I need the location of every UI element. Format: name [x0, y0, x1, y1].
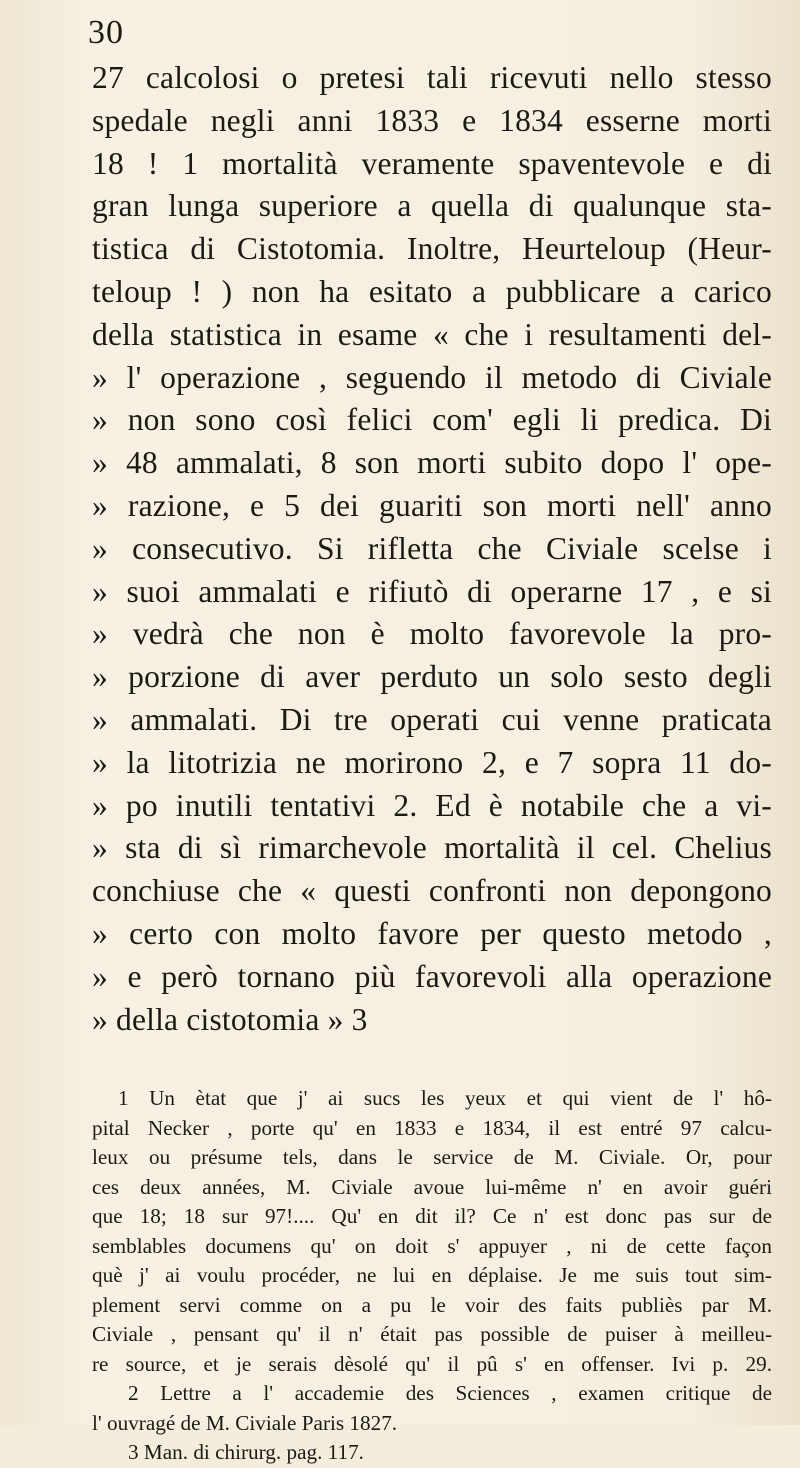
footnote-line: què j' ai voulu procéder, ne lui en déplaise. Je me suis tout sim-	[92, 1263, 772, 1287]
body-line: 18 ! 1 mortalità veramente spaventevole e di	[92, 145, 772, 181]
body-line: » della cistotomia » 3	[92, 1001, 368, 1037]
body-line: » ammalati. Di tre operati cui venne praticata	[92, 701, 772, 737]
footnote-line: 1 Un ètat que j' ai sucs les yeux et qui vient de l' hô-	[118, 1086, 772, 1110]
footnote-line: leux ou présume tels, dans le service de M. Civiale. Or, pour	[92, 1145, 772, 1169]
footnote-line: semblables documens qu' on doit s' appuyer , ni de cette façon	[92, 1233, 772, 1258]
body-line: » razione, e 5 dei guariti son morti nell' anno	[92, 487, 772, 523]
body-line: tistica di Cistotomia. Inoltre, Heurteloup (Heur-	[92, 231, 772, 267]
footnote-line: Civiale , pensant qu' il n' était pas possible de puiser à meilleu-	[92, 1322, 772, 1346]
footnote-line: que 18; 18 sur 97!.... Qu' en dit il? Ce n' est donc pas sur de	[92, 1204, 772, 1228]
footnote-line: l' ouvragé de M. Civiale Paris 1827.	[92, 1410, 398, 1435]
body-line: » certo con molto favore per questo metodo ,	[92, 915, 772, 951]
body-line: » 48 ammalati, 8 son morti subito dopo l' ope-	[92, 445, 772, 481]
body-line: conchiuse che « questi confronti non depongono	[92, 873, 772, 909]
body-line: » po inutili tentativi 2. Ed è notabile che a vi-	[92, 787, 772, 823]
page-number: 30	[88, 14, 124, 51]
body-line: della statistica in esame « che i resultamenti del-	[92, 316, 772, 352]
body-line: » suoi ammalati e rifiutò di operarne 17 , e si	[92, 573, 772, 609]
body-line: » la litotrizia ne morirono 2, e 7 sopra 11 do-	[92, 744, 772, 780]
footnote-line: plement servi comme on a pu le voir des faits publiès par M.	[92, 1292, 772, 1317]
body-line: gran lunga superiore a quella di qualunque sta-	[92, 188, 772, 224]
body-line: » consecutivo. Si rifletta che Civiale scelse i	[92, 530, 772, 566]
body-line: 27 calcolosi o pretesi tali ricevuti nello stesso	[92, 60, 772, 95]
body-line: » non sono così felici com' egli li predica. Di	[92, 402, 772, 438]
footnote-line: 2 Lettre a l' accademie des Sciences , examen critique de	[128, 1381, 772, 1405]
body-line: » vedrà che non è molto favorevole la pro-	[92, 616, 772, 652]
footnote-line: re source, et je serais dèsolé qu' il pû s' en offenser. Ivi p. 29.	[92, 1351, 772, 1376]
body-line: » sta di sì rimarchevole mortalità il cel. Chelius	[92, 830, 772, 866]
footnotes	[92, 1084, 772, 1468]
footnote-line: pital Necker , porte qu' en 1833 e 1834, il est entré 97 calcu-	[92, 1115, 772, 1140]
footnote-line: ces deux années, M. Civiale avoue lui-même n' en avoir guéri	[92, 1174, 772, 1199]
body-line: » e però tornano più favorevoli alla operazione	[92, 958, 772, 994]
body-line: spedale negli anni 1833 e 1834 esserne morti	[92, 102, 772, 138]
body-line: teloup ! ) non ha esitato a pubblicare a carico	[92, 273, 772, 309]
footnote-line: 3 Man. di chirurg. pag. 117.	[128, 1440, 364, 1464]
body-line: » porzione di aver perduto un solo sesto degli	[92, 659, 772, 695]
body-text	[92, 57, 772, 1041]
body-line: » l' operazione , seguendo il metodo di Civiale	[92, 359, 772, 395]
